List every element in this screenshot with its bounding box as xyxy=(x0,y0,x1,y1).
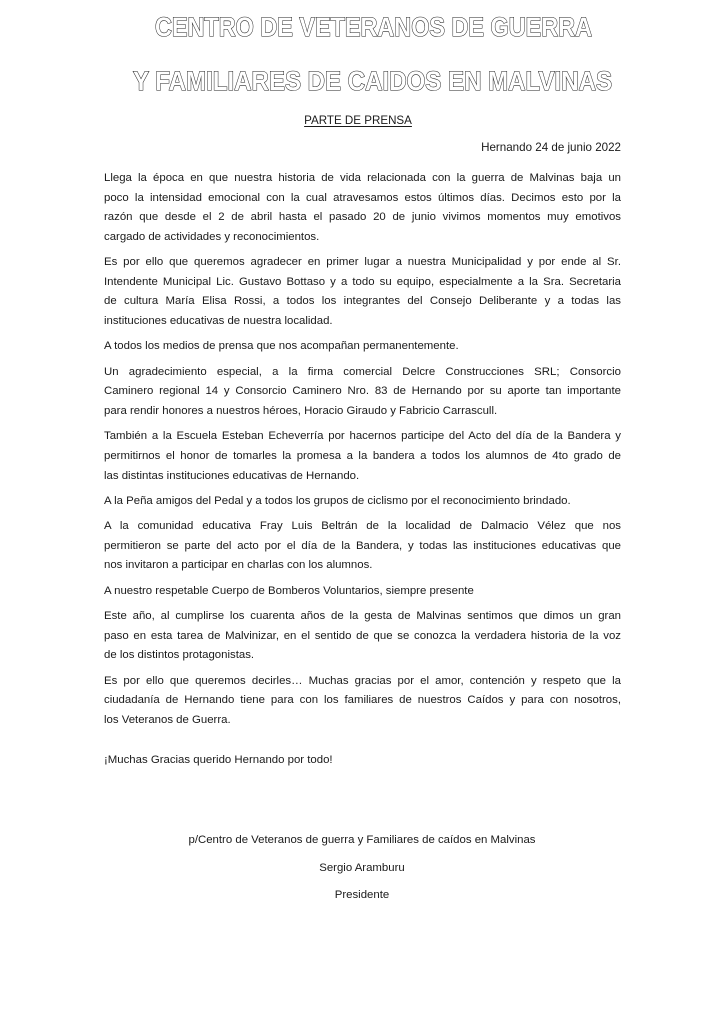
paragraph-line: permitieron se parte del acto por el día de la Bandera, y todas las instituciones educativas que xyxy=(104,539,621,552)
body-paragraph xyxy=(104,583,621,603)
paragraph-line: permitirnos el honor de tomarles la promesa a la bandera a todos los alumnos de 4to grado de xyxy=(104,449,621,462)
signature-role: Presidente xyxy=(334,889,390,901)
signature-organization: p/Centro de Veteranos de guerra y Familiares de caídos en Malvinas xyxy=(188,834,536,846)
paragraph-line: A nuestro respetable Cuerpo de Bomberos Voluntarios, siempre presente xyxy=(104,584,474,597)
heading-line-1: CENTRO DE VETERANOS DE GUERRA xyxy=(155,12,592,42)
paragraph-line: Es por ello que queremos agradecer en primer lugar a nuestra Municipalidad y por ende al Sr. xyxy=(104,256,621,269)
paragraph-line: ciudadanía de Hernando tiene para con los familiares de nuestros Caídos y para con nosotros, xyxy=(104,694,621,707)
paragraph-line: A la comunidad educativa Fray Luis Beltrán de la localidad de Dalmacio Vélez que nos xyxy=(104,520,621,533)
paragraph-line: Es por ello que queremos decirles… Muchas gracias por el amor, contención y respeto que la xyxy=(104,674,621,687)
paragraph-line: Llega la época en que nuestra historia de vida relacionada con la guerra de Malvinas baja un xyxy=(104,172,621,184)
paragraph-line: paso en esta tarea de Malvinizar, en el sentido de que se conozca la verdadera historia de la voz xyxy=(104,629,621,642)
body-paragraph xyxy=(104,254,621,332)
body-paragraph xyxy=(104,428,621,487)
paragraph-line: para rendir honores a nuestros héroes, Horacio Giraudo y Fabricio Carrascull. xyxy=(104,404,498,417)
body-paragraph xyxy=(104,608,621,667)
paragraph-line: poco la intensidad emocional con la cual atravesamos estos últimos días. Decimos esto por la xyxy=(104,191,621,204)
press-date: Hernando 24 de junio 2022 xyxy=(481,141,621,154)
paragraph-line: A todos los medios de prensa que nos acompañan permanentemente. xyxy=(104,340,459,353)
paragraph-line: Este año, al cumplirse los cuarenta años de la gesta de Malvinas sentimos que dimos un gran xyxy=(104,610,621,623)
closing-thanks: ¡Muchas Gracias querido Hernando por todo! xyxy=(104,754,333,766)
paragraph-line: También a la Escuela Esteban Echeverría por hacernos participe del Acto del día de la Bandera y xyxy=(104,430,621,443)
paragraph-line: Un agradecimiento especial, a la firma comercial Delcre Construcciones SRL; Consorcio xyxy=(104,365,621,378)
press-release-title-text: PARTE DE PRENSA xyxy=(304,114,412,127)
paragraph-line: razón que desde el 2 de abril hasta el pasado 20 de junio vivimos momentos muy emotivos xyxy=(104,211,621,224)
organization-heading xyxy=(0,0,724,100)
paragraph-line: cargado de actividades y reconocimientos. xyxy=(104,230,320,243)
paragraph-line: instituciones educativas de nuestra localidad. xyxy=(104,314,333,327)
body-paragraph xyxy=(104,518,621,577)
paragraph-line: A la Peña amigos del Pedal y a todos los grupos de ciclismo por el reconocimiento brindado. xyxy=(104,494,571,507)
paragraph-line: las distintas instituciones educativas de Hernando. xyxy=(104,469,360,482)
paragraph-line: nos invitaron a participar en charlas con los alumnos. xyxy=(104,559,373,572)
press-body xyxy=(104,170,621,737)
signature-name: Sergio Aramburu xyxy=(319,862,405,874)
body-paragraph xyxy=(104,364,621,423)
press-release-title xyxy=(0,113,724,129)
paragraph-line: Caminero regional 14 y Consorcio Caminero Nro. 83 de Hernando por su aporte tan importante xyxy=(104,385,621,398)
paragraph-line: Intendente Municipal Lic. Gustavo Bottaso y a todo su equipo, especialmente a la Sra. Secretaria xyxy=(104,275,621,288)
body-paragraph xyxy=(104,170,621,248)
body-paragraph xyxy=(104,493,621,513)
paragraph-line: de los distintos protagonistas. xyxy=(104,649,255,662)
body-paragraph xyxy=(104,338,621,358)
paragraph-line: de cultura María Elisa Rossi, a todos los integrantes del Consejo Deliberante y a todas las xyxy=(104,295,621,308)
heading-line-2: Y FAMILIARES DE CAIDOS EN MALVINAS xyxy=(133,66,612,96)
paragraph-line: los Veteranos de Guerra. xyxy=(104,714,231,727)
body-paragraph xyxy=(104,673,621,732)
